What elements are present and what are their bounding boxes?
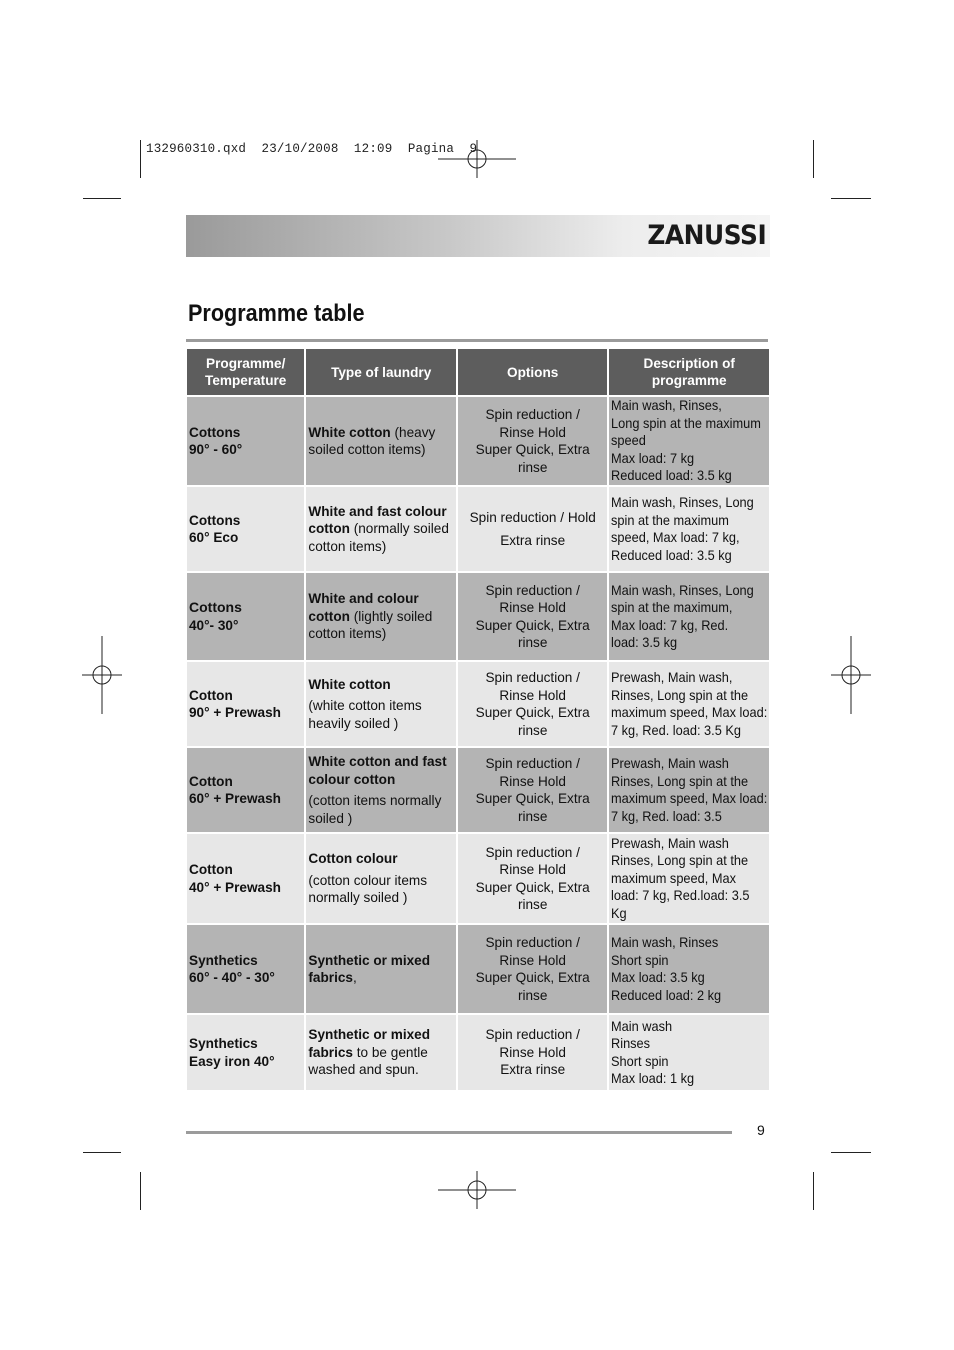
option-line: Spin reduction /: [485, 670, 580, 685]
programme-cell: [187, 487, 304, 571]
description-line: Max load: 1 kg: [611, 1071, 695, 1086]
option-line: Rinse Hold: [499, 1044, 566, 1060]
option-line: Extra rinse: [500, 1062, 566, 1078]
programme-line: Cotton: [189, 773, 233, 789]
description-line: Reduced load: 3.5 kg: [611, 547, 733, 563]
description-line: Rinses, Long spin at the: [611, 853, 749, 869]
description-cell: [609, 487, 769, 571]
laundry-note: (lightly soiled cotton items): [308, 608, 433, 642]
laundry-note: (cotton items normally soiled ): [308, 793, 442, 826]
brand-logo: ZANUSSI: [647, 220, 766, 251]
description-line: Rinses, Long spin at the: [611, 687, 749, 703]
description-line: Main wash: [611, 1018, 673, 1034]
option-line: Super Quick, Extra rinse: [475, 617, 590, 650]
programme-line: Cottons: [189, 424, 241, 440]
option-line: Rinse Hold: [499, 424, 566, 440]
laundry-type: Synthetic or mixed fabrics: [308, 952, 431, 985]
laundry-cell: [306, 834, 456, 923]
programme-table: [185, 347, 771, 1092]
programme-cell: [187, 748, 304, 832]
table-row: [187, 487, 769, 571]
description-line: speed: [611, 433, 647, 449]
description-line: Max load: 7 kg: [611, 450, 695, 466]
laundry-note: (white cotton items heavily soiled ): [308, 698, 422, 731]
laundry-type: Cotton colour: [308, 851, 398, 867]
option-line: Spin reduction /: [485, 844, 580, 860]
programme-cell: [187, 1015, 304, 1090]
option-line: Spin reduction /: [485, 582, 580, 598]
description-cell: [609, 748, 769, 832]
options-cell: [458, 487, 608, 571]
description-line: 7 kg, Red. load: 3.5 Kg: [611, 722, 742, 738]
registration-mark-left: [82, 636, 122, 714]
option-line: Rinse Hold: [499, 773, 566, 789]
option-line: Spin reduction / Hold: [469, 509, 596, 525]
programme-line: Synthetics: [189, 952, 258, 968]
programme-line: 90° - 60°: [189, 442, 243, 457]
description-line: Main wash, Rinses, Long: [611, 495, 755, 510]
description-cell: [609, 662, 769, 746]
programme-cell: [187, 662, 304, 746]
programme-line: 40°- 30°: [189, 617, 239, 633]
description-cell: [609, 1015, 769, 1090]
laundry-cell: [306, 925, 456, 1013]
programme-line: Cotton: [189, 862, 233, 877]
laundry-cell: [306, 1015, 456, 1090]
table-row: [187, 925, 769, 1013]
laundry-type: White and fast colour cotton: [308, 503, 447, 537]
programme-line: Cottons: [189, 599, 242, 615]
laundry-type: White cotton: [308, 424, 391, 440]
laundry-note: ,: [352, 970, 357, 985]
table-row: [187, 1015, 769, 1090]
description-line: Max load: 3.5 kg: [611, 970, 706, 985]
description-line: Short spin: [611, 1053, 669, 1069]
option-line: Rinse Hold: [499, 600, 566, 615]
page-title: Programme table: [188, 300, 365, 327]
programme-line: Synthetics: [189, 1036, 258, 1051]
option-line: Rinse Hold: [499, 862, 566, 877]
description-line: spin at the maximum: [611, 512, 730, 528]
header-programme: Programme/ Temperature: [187, 349, 304, 395]
description-cell: [609, 397, 769, 485]
options-cell: [458, 397, 608, 485]
option-line: Extra rinse: [500, 533, 566, 548]
option-line: Super Quick, Extra rinse: [475, 442, 590, 475]
programme-line: 90° + Prewash: [189, 705, 281, 720]
table-header-row: [187, 349, 769, 395]
table-row: [187, 662, 769, 746]
programme-cell: [187, 834, 304, 923]
option-line: Super Quick, Extra rinse: [475, 879, 590, 912]
programme-cell: [187, 397, 304, 485]
option-line: Super Quick, Extra rinse: [475, 970, 590, 1003]
laundry-type: Synthetic or mixed fabrics: [308, 1027, 431, 1060]
programme-cell: [187, 925, 304, 1013]
programme-line: Easy iron 40°: [189, 1053, 275, 1069]
description-line: maximum speed, Max: [611, 870, 737, 886]
programme-line: Cottons: [189, 512, 241, 528]
description-line: Reduced load: 3.5 kg: [611, 468, 733, 484]
description-cell: [609, 834, 769, 923]
registration-mark-bottom: [438, 1171, 518, 1209]
print-slug: 132960310.qxd 23/10/2008 12:09 Pagina 9: [146, 142, 478, 156]
header-laundry: Type of laundry: [306, 349, 456, 395]
programme-line: 40° + Prewash: [189, 879, 281, 895]
description-line: Prewash, Main wash: [611, 756, 730, 771]
laundry-note: (normally soiled cotton items): [308, 521, 449, 554]
option-line: Rinse Hold: [499, 952, 566, 968]
description-line: Kg: [611, 905, 628, 921]
laundry-note: (heavy soiled cotton items): [308, 424, 436, 457]
laundry-type: White and colour cotton: [308, 591, 419, 624]
page-number: 9: [757, 1122, 765, 1138]
description-cell: [609, 573, 769, 660]
footer-rule: [186, 1131, 732, 1134]
laundry-type: White cotton: [308, 676, 391, 692]
description-line: Rinses: [611, 1036, 651, 1051]
title-rule: [186, 339, 768, 342]
programme-line: 60° + Prewash: [189, 791, 281, 806]
description-line: Prewash, Main wash: [611, 835, 730, 851]
description-line: Prewash, Main wash,: [611, 670, 733, 685]
option-line: Spin reduction /: [485, 935, 580, 950]
laundry-cell: [306, 487, 456, 571]
option-line: Spin reduction /: [485, 407, 580, 422]
header-band: [186, 215, 770, 257]
description-line: speed, Max load: 7 kg,: [611, 530, 741, 545]
description-line: 7 kg, Red. load: 3.5: [611, 808, 723, 824]
laundry-cell: [306, 662, 456, 746]
options-cell: [458, 573, 608, 660]
description-line: maximum speed, Max load:: [611, 705, 768, 720]
options-cell: [458, 748, 608, 832]
laundry-cell: [306, 748, 456, 832]
table-row: [187, 573, 769, 660]
option-line: Spin reduction /: [485, 1027, 580, 1043]
description-line: Main wash, Rinses, Long: [611, 582, 755, 598]
description-line: spin at the maximum,: [611, 600, 733, 615]
description-line: Reduced load: 2 kg: [611, 987, 722, 1003]
option-line: Spin reduction /: [485, 756, 580, 771]
option-line: Rinse Hold: [499, 687, 566, 703]
registration-mark-top: [438, 140, 518, 178]
description-cell: [609, 925, 769, 1013]
options-cell: [458, 925, 608, 1013]
table-row: [187, 748, 769, 832]
options-cell: [458, 662, 608, 746]
header-options: Options: [458, 349, 608, 395]
laundry-cell: [306, 573, 456, 660]
laundry-note: to be gentle washed and spun.: [308, 1044, 428, 1078]
description-line: Short spin: [611, 952, 669, 968]
description-line: Max load: 7 kg, Red.: [611, 617, 729, 633]
options-cell: [458, 834, 608, 923]
description-line: Main wash, Rinses: [611, 935, 719, 950]
laundry-cell: [306, 397, 456, 485]
header-description: Description of programme: [609, 349, 769, 395]
registration-mark-right: [831, 636, 871, 714]
programme-line: 60° Eco: [189, 530, 239, 545]
laundry-note: (cotton colour items normally soiled ): [308, 872, 428, 906]
programme-line: 60° - 40° - 30°: [189, 970, 275, 985]
description-line: Main wash, Rinses,: [611, 398, 723, 414]
table-row: [187, 397, 769, 485]
description-line: maximum speed, Max load:: [611, 791, 768, 806]
description-line: load: 3.5 kg: [611, 635, 678, 650]
programme-cell: [187, 573, 304, 660]
programme-line: Cotton: [189, 687, 233, 703]
description-line: Long spin at the maximum: [611, 415, 762, 431]
table-row: [187, 834, 769, 923]
option-line: Super Quick, Extra rinse: [475, 791, 590, 824]
description-line: Rinses, Long spin at the: [611, 773, 749, 789]
laundry-type: White cotton and fast colour cotton: [308, 754, 447, 787]
option-line: Super Quick, Extra rinse: [475, 705, 590, 738]
options-cell: [458, 1015, 608, 1090]
description-line: load: 7 kg, Red.load: 3.5: [611, 888, 750, 904]
